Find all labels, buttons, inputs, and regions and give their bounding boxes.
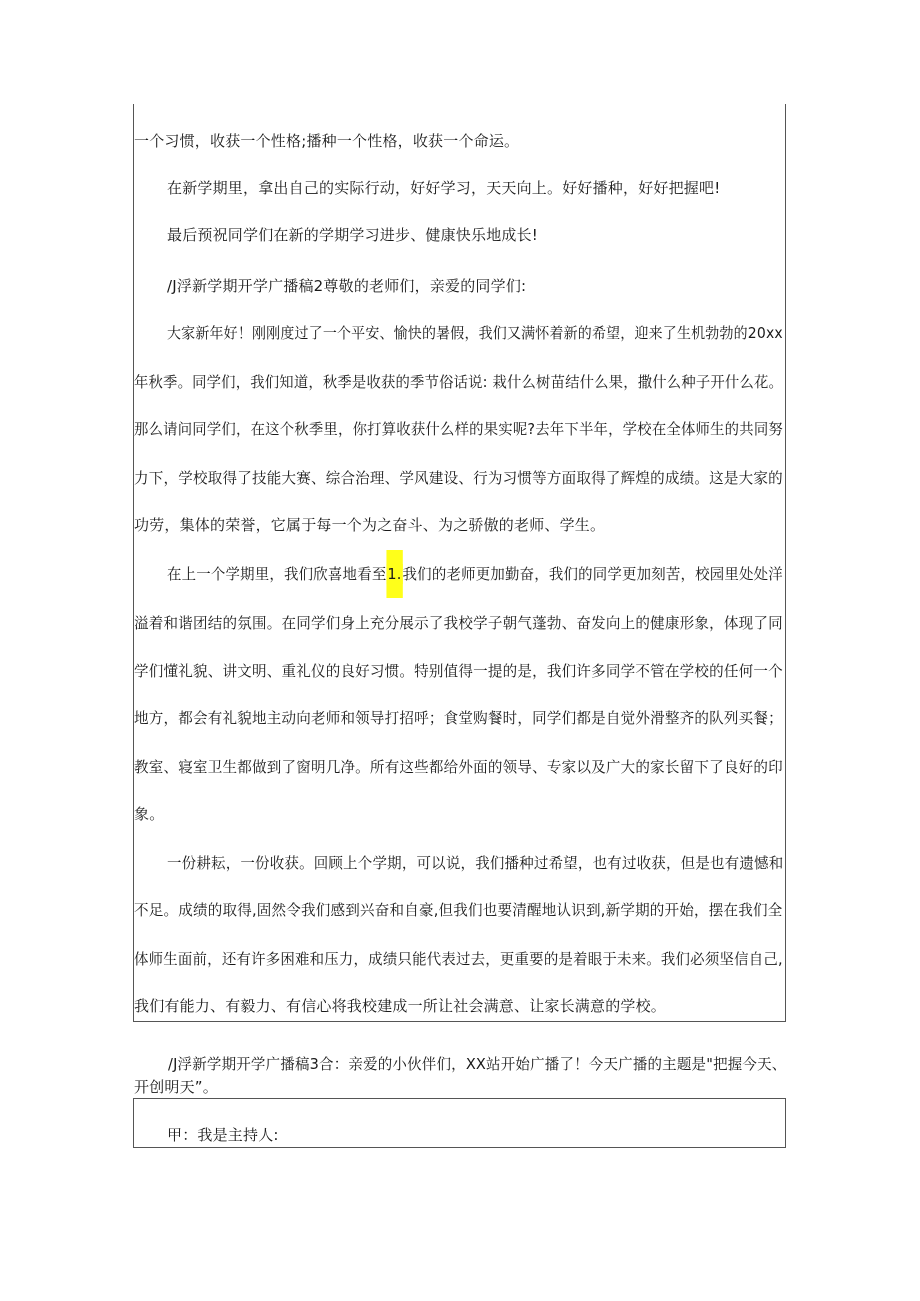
paragraph-line: 不足。成绩的取得,固然令我们感到兴奋和自豪,但我们也要清醒地认识到,新学期的开始，摆在我们全 bbox=[134, 901, 783, 919]
paragraph-line: 那么请问同学们，在这个秋季里，你打算收获什么样的果实呢?去年下半年，学校在全体师生的共同努 bbox=[134, 420, 783, 438]
paragraph-line: 在新学期里，拿出自己的实际行动，好好学习，天天向上。好好播种，好好把握吧! bbox=[167, 179, 721, 197]
paragraph-line: 体师生面前，还有许多困难和压力，成绩只能代表过去，更重要的是着眼于未来。我们必须坚信自己, bbox=[134, 950, 783, 968]
paragraph-line: 开创明天”。 bbox=[134, 1078, 218, 1096]
paragraph-line: 溢着和谐团结的氛围。在同学们身上充分展示了我校学子朝气蓬勃、奋发向上的健康形象，体现了同 bbox=[134, 614, 783, 632]
highlight-mark: 1. bbox=[387, 565, 402, 583]
paragraph-line: 甲：我是主持人: bbox=[167, 1126, 279, 1144]
text-box-secondary bbox=[133, 1098, 786, 1148]
paragraph-line: 一份耕耘，一份收获。回顾上个学期，可以说，我们播种过希望，也有过收获，但是也有遗憾和 bbox=[167, 854, 784, 872]
line-segment: 我们的老师更加勤奋，我们的同学更加刻苦，校园里处处洋 bbox=[402, 565, 783, 583]
paragraph-line: 学们懂礼貌、讲文明、重礼仪的良好习惯。特别值得一提的是，我们许多同学不管在学校的任何一个 bbox=[134, 662, 783, 680]
paragraph-line: 一个习惯，收获一个性格;播种一个性格，收获一个命运。 bbox=[134, 132, 520, 150]
text-box-main bbox=[133, 104, 786, 1022]
paragraph-line: 功劳，集体的荣誉，它属于每一个为之奋斗、为之骄傲的老师、学生。 bbox=[134, 516, 606, 534]
line-segment: 在上一个学期里，我们欣喜地看至 bbox=[167, 565, 387, 583]
paragraph-line: 象。 bbox=[134, 805, 165, 823]
paragraph-line-highlighted bbox=[167, 564, 783, 584]
paragraph-line: 年秋季。同学们，我们知道，秋季是收获的季节俗话说: 栽什么树苗结什么果，撒什么种子开什么花。 bbox=[134, 373, 784, 391]
paragraph-line: 大家新年好！刚刚度过了一个平安、愉快的暑假，我们又满怀着新的希望，迎来了生机勃勃的20xx bbox=[167, 324, 783, 342]
paragraph-line: 最后预祝同学们在新的学期学习进步、健康快乐地成长! bbox=[167, 226, 539, 244]
paragraph-line: 力下，学校取得了技能大赛、综合治理、学风建设、行为习惯等方面取得了辉煌的成绩。这是大家的 bbox=[134, 469, 783, 487]
paragraph-line: 我们有能力、有毅力、有信心将我校建成一所让社会满意、让家长满意的学校。 bbox=[134, 997, 667, 1015]
paragraph-line: 教室、寝室卫生都做到了窗明几净。所有这些都给外面的领导、专家以及广大的家长留下了良好的印 bbox=[134, 758, 783, 776]
section-heading: /J浮新学期开学广播稿2尊敬的老师们，亲爱的同学们: bbox=[167, 277, 527, 295]
section-heading: /J浮新学期开学广播稿3合：亲爱的小伙伴们，XX站开始广播了！今天广播的主题是"把握今天、 bbox=[168, 1055, 787, 1073]
paragraph-line: 地方，都会有礼貌地主动向老师和领导打招呼；食堂购餐时，同学们都是自觉外滑整齐的队列买餐； bbox=[134, 709, 783, 727]
